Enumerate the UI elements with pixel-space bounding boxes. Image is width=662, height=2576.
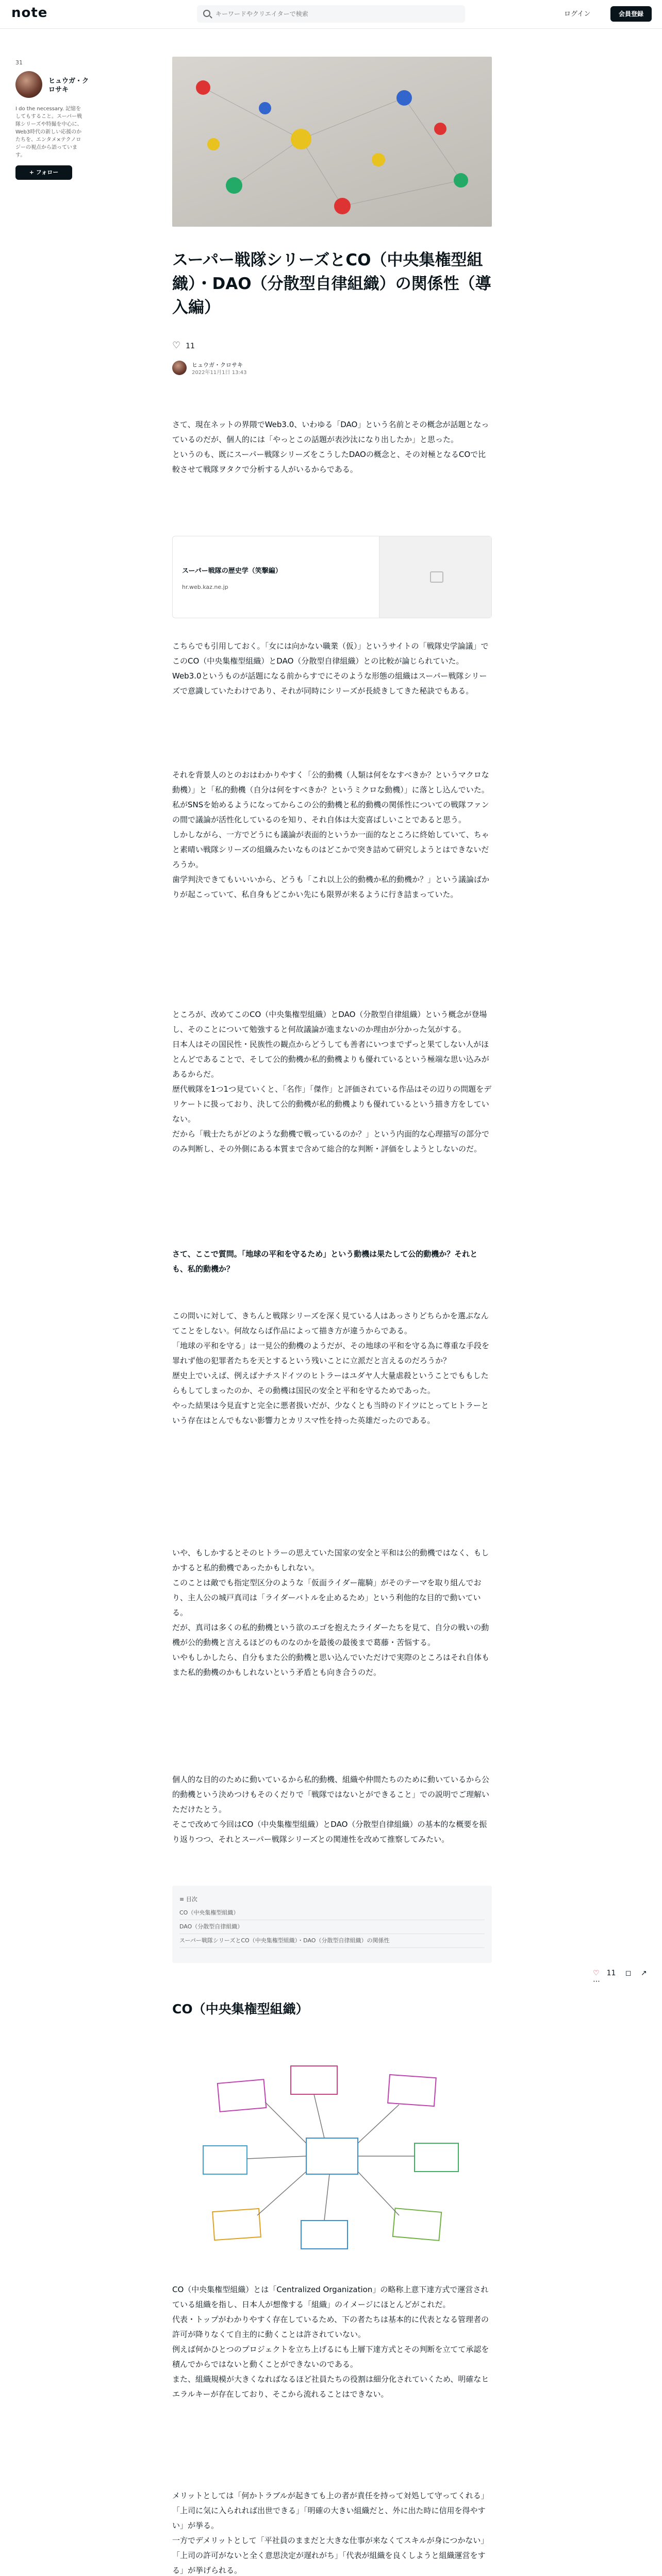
share-icon[interactable]: ↗ xyxy=(640,1969,647,1977)
search-input[interactable] xyxy=(214,5,457,23)
paragraph: それを背景人のとのおはわかりやすく「公的動機（人類は何をなすべきか？というマクロな動機）」と「私的動機（自分は何をすべきか？というミクロな動機）」に落とし込んでいた。 xyxy=(172,770,489,794)
signup-button[interactable]: 会員登録 xyxy=(610,6,652,22)
question-paragraph xyxy=(172,1247,492,1277)
author-sidebar xyxy=(15,59,89,180)
section-paragraphs xyxy=(172,1007,492,1157)
paragraph: また、組織規模が大きくなればなるほど社員たちの役割は細分化されていくため、明確なヒエラルキーが存在しており、そこから流れることはできない。 xyxy=(172,2375,489,2399)
section-paragraphs xyxy=(172,639,492,699)
magazine-count: 31 xyxy=(15,59,23,66)
paragraph: メリットとしては「何かトラブルが起きても上の者が責任を持って対処して守ってくれる」「上司に気に入られれば出世できる」「明確の大きい組織だと、外に出た時に信用を得やすい」が挙る。 xyxy=(172,2491,489,2530)
paragraph: Web3.0というものが話題になる前からすでにそのような形態の組織はスーパー戦隊シリーズで意識していたわけであり、それが同時にシリーズが長続きしてきた秘訣でもある。 xyxy=(172,671,487,696)
avatar[interactable] xyxy=(15,71,42,98)
paragraph: いや、もしかするとそのヒトラーの思えていた国家の安全と平和は公的動機ではなく、もしかすると私的動機であったかもしれない。 xyxy=(172,1548,489,1572)
more-icon[interactable]: ⋯ xyxy=(593,1977,600,1986)
author-name[interactable]: ヒュウガ・クロサキ xyxy=(48,77,89,94)
action-bar xyxy=(593,1969,662,1986)
section-paragraphs xyxy=(172,1772,492,1847)
toc-heading[interactable]: ≡ 目次 xyxy=(179,1896,197,1903)
heart-icon[interactable]: ♡ xyxy=(172,340,181,351)
paragraph: ところが、改めてこのCO（中央集権型組織）とDAO（分散型自律組織）という概念が登場し、そのことについて勉強すると何故議論が進まないのか理由が分かった気がする。 xyxy=(172,1010,487,1034)
login-link[interactable]: ログイン xyxy=(564,10,591,18)
paragraph: 歯学判決できてもいいいから、どうも「これ以上公的動機か私的動機か？」という議論ばかりが起こっていて、私自身もどこかい先にも限界が来るように行き詰まっていた。 xyxy=(172,875,490,899)
section-paragraphs xyxy=(172,1309,492,1428)
paragraph: この問いに対して、きちんと戦隊シリーズを深く見ている人はあっさりどちらかを選ぶなんてことをしない。何故ならば作品によって描き方が違うからである。 xyxy=(172,1311,489,1335)
section-heading: CO（中央集権型組織） xyxy=(172,2002,309,2016)
like-counter[interactable] xyxy=(172,340,195,351)
image-placeholder-icon xyxy=(379,536,491,618)
paragraph: しかしながら、一方でどうにも議論が表面的というか一面的なところに終始していて、ちゃと素晴い戦隊シリーズの組織みたいなものはどこかで突き詰めて研究しようとはできないだろうか。 xyxy=(172,830,489,869)
paragraph: だから「戦士たちがどのような動機で戦っているのか？」という内面的な心理描写の部分でのみ判断し、その外側にある本質まで含めて総合的な判断・評価をしようとしないのだ。 xyxy=(172,1129,490,1154)
section-paragraphs xyxy=(172,2488,492,2576)
paragraph: そこで改めて今回はCO（中央集権型組織）とDAO（分散型自律組織）の基本的な概要を振り返りつつ、それとスーパー戦隊シリーズとの関連性を改めて推察してみたい。 xyxy=(172,1820,487,1844)
site-header xyxy=(0,0,662,29)
search-icon xyxy=(203,10,210,17)
section-paragraphs xyxy=(172,1546,492,1680)
paragraph: さて、現在ネットの界隈でWeb3.0、いわゆる「DAO」という名前とその概念が話題となっているのだが、個人的には「やっとこの話題が表沙汰になり出したか」と思った。 xyxy=(172,420,489,444)
publish-date: 2022年11月1日 13:43 xyxy=(192,370,247,376)
link-card-url[interactable]: hr.web.kaz.ne.jp xyxy=(182,584,228,590)
table-of-contents xyxy=(172,1886,492,1963)
paragraph: 日本人はその国民性・民族性の観点からどうしても善者にいつまでずっと果てしない人がほとんどであることで、そして公的動機か私的動機よりも優れているという極端な思い込みがあるからだ。 xyxy=(172,1040,489,1079)
intro-paragraphs xyxy=(172,417,492,477)
note-logo[interactable]: note xyxy=(11,5,48,21)
hero-image xyxy=(172,57,492,227)
paragraph: 例えば何かひとつのプロジェクトを立ち上げるにも上層下達方式とその判断を立てて承認を積んでからではないと動くことができないのである。 xyxy=(172,2345,489,2369)
paragraph: 代表・トップがわかりやすく存在しているため、下の者たちは基本的に代表となる管理者の許可が降りなくて自主的に動くことは許されていない。 xyxy=(172,2315,489,2339)
toc-item[interactable]: DAO（分散型自律組織） xyxy=(179,1920,485,1934)
paragraph: 「地球の平和を守る」は一見公的動機のようだが、その地球の平和を守る為に尊重な手段を罪れず他の犯罪者たちを天とするという残いことに立派だと言えるのだろうか？ xyxy=(172,1341,490,1365)
search-box[interactable] xyxy=(197,5,465,23)
section-paragraphs xyxy=(172,2282,492,2402)
paragraph: いやもしかしたら、自分もまた公的動機と思い込んでいただけで実際のところはそれ自体もまた私的動機のかもしれないという矛盾とも向き合うのだ。 xyxy=(172,1653,490,1677)
toc-item[interactable]: CO（中央集権型組織） xyxy=(179,1906,485,1920)
action-like-count: 11 xyxy=(606,1969,616,1977)
like-heart-icon[interactable]: ♡ xyxy=(593,1969,600,1977)
paragraph: 一方でデメリットとして「平社員のままだと大きな仕事が来なくてスキルが身につかない」「上司の許可がないと全く意思決定が遅れがち」「代表が組織を良くしようと組織運営をする」が挙げられる。 xyxy=(172,2536,489,2575)
paragraph: 歴代戦隊を1つ1つ見ていくと、「名作」「傑作」と評価されている作品はその辺りの問題をデリケートに扱っており、決して公的動機が私的動機よりも優れているという描き方をしていない。 xyxy=(172,1084,492,1124)
paragraph: だが、真司は多くの私的動機という欲のエゴを抱えたライダーたちを見て、自分の戦いの動機が公的動機と言えるほどのものなのかを最後の最後まで葛藤・苦悩する。 xyxy=(172,1623,489,1647)
paragraph: というのも、既にスーパー戦隊シリーズをこうしたDAOの概念と、その対極となるCOで比較させて戦隊ヲタクで分析する人がいるからである。 xyxy=(172,450,486,474)
network-diagram-image xyxy=(172,2056,492,2267)
paragraph: 個人的な目的のために動いているから私的動機、組織や仲間たちのために動いているから公的動機という決めつけもそのくだりで「戦隊ではないとができること」での説明でご理解いただけたとう。 xyxy=(172,1775,490,1814)
section-paragraphs xyxy=(172,768,492,902)
toc-item[interactable]: スーパー戦隊シリーズとCO（中央集権型組織）・DAO（分散型自律組織）の関係性 xyxy=(179,1934,485,1948)
byline-name[interactable]: ヒュウガ・クロサキ xyxy=(192,362,243,368)
paragraph: CO（中央集権型組織）とは「Centralized Organization」の略称上意下達方式で運営されている組織を指し、日本人が想像する「組織」のイメージにほとんどがこれだ。 xyxy=(172,2285,489,2309)
paragraph: こちらでも引用しておく。「女には向かない職業（仮）」というサイトの「戦隊史学論議」でこのCO（中央集権型組織）とDAO（分散型自律組織）との比較が論じられていた。 xyxy=(172,641,489,666)
paragraph: やった結果は今見直すと完全に悪者扱いだが、少なくとも当時のドイツにとってヒトラーという存在はとんでもない影響力とカリスマ性を持った英雄だったのである。 xyxy=(172,1401,489,1425)
link-card[interactable] xyxy=(172,536,492,618)
author-avatar[interactable] xyxy=(172,361,187,375)
paragraph: 歴史上でいえば、例えばナチスドイツのヒトラーはユダヤ人大量虐殺ということでももしたらもしてしまったのか、その動機は国民の安全と平和を守るためであった。 xyxy=(172,1371,489,1395)
comment-icon[interactable]: ◻ xyxy=(625,1969,632,1977)
paragraph: 私がSNSを始めるようになってからこの公的動機と私的動機の関係性についての戦隊ファンの間で議論が活性化しているのを知り、それ自体は大変喜ばしいことであると思う。 xyxy=(172,800,489,824)
follow-button[interactable]: + フォロー xyxy=(15,165,72,180)
article-title: スーパー戦隊シリーズとCO（中央集権型組織）・DAO（分散型自律組織）の関係性（導入編） xyxy=(172,251,491,317)
like-count: 11 xyxy=(186,342,195,350)
author-bio: I do the necessary. 記憶をしてもすること。スーパー戦隊シリーズや特撮を中心に、Web3時代の新しい応援のかたちを、エンタメ×テクノロジーの視点から語っています。 xyxy=(15,106,82,158)
paragraph: このことは敵でも指定型区分のような「仮面ライダー龍騎」がそのテーマを取り組んでおり、主人公の城戸真司は「ライダーバトルを止めるため」という利他的な目的で動いている。 xyxy=(172,1578,482,1617)
paragraph: さて、ここで質問。「地球の平和を守るため」という動機は果たして公的動機か？それとも、私的動機か？ xyxy=(172,1249,478,1274)
link-card-title[interactable]: スーパー戦隊の歴史学（笑撃編） xyxy=(182,567,282,575)
